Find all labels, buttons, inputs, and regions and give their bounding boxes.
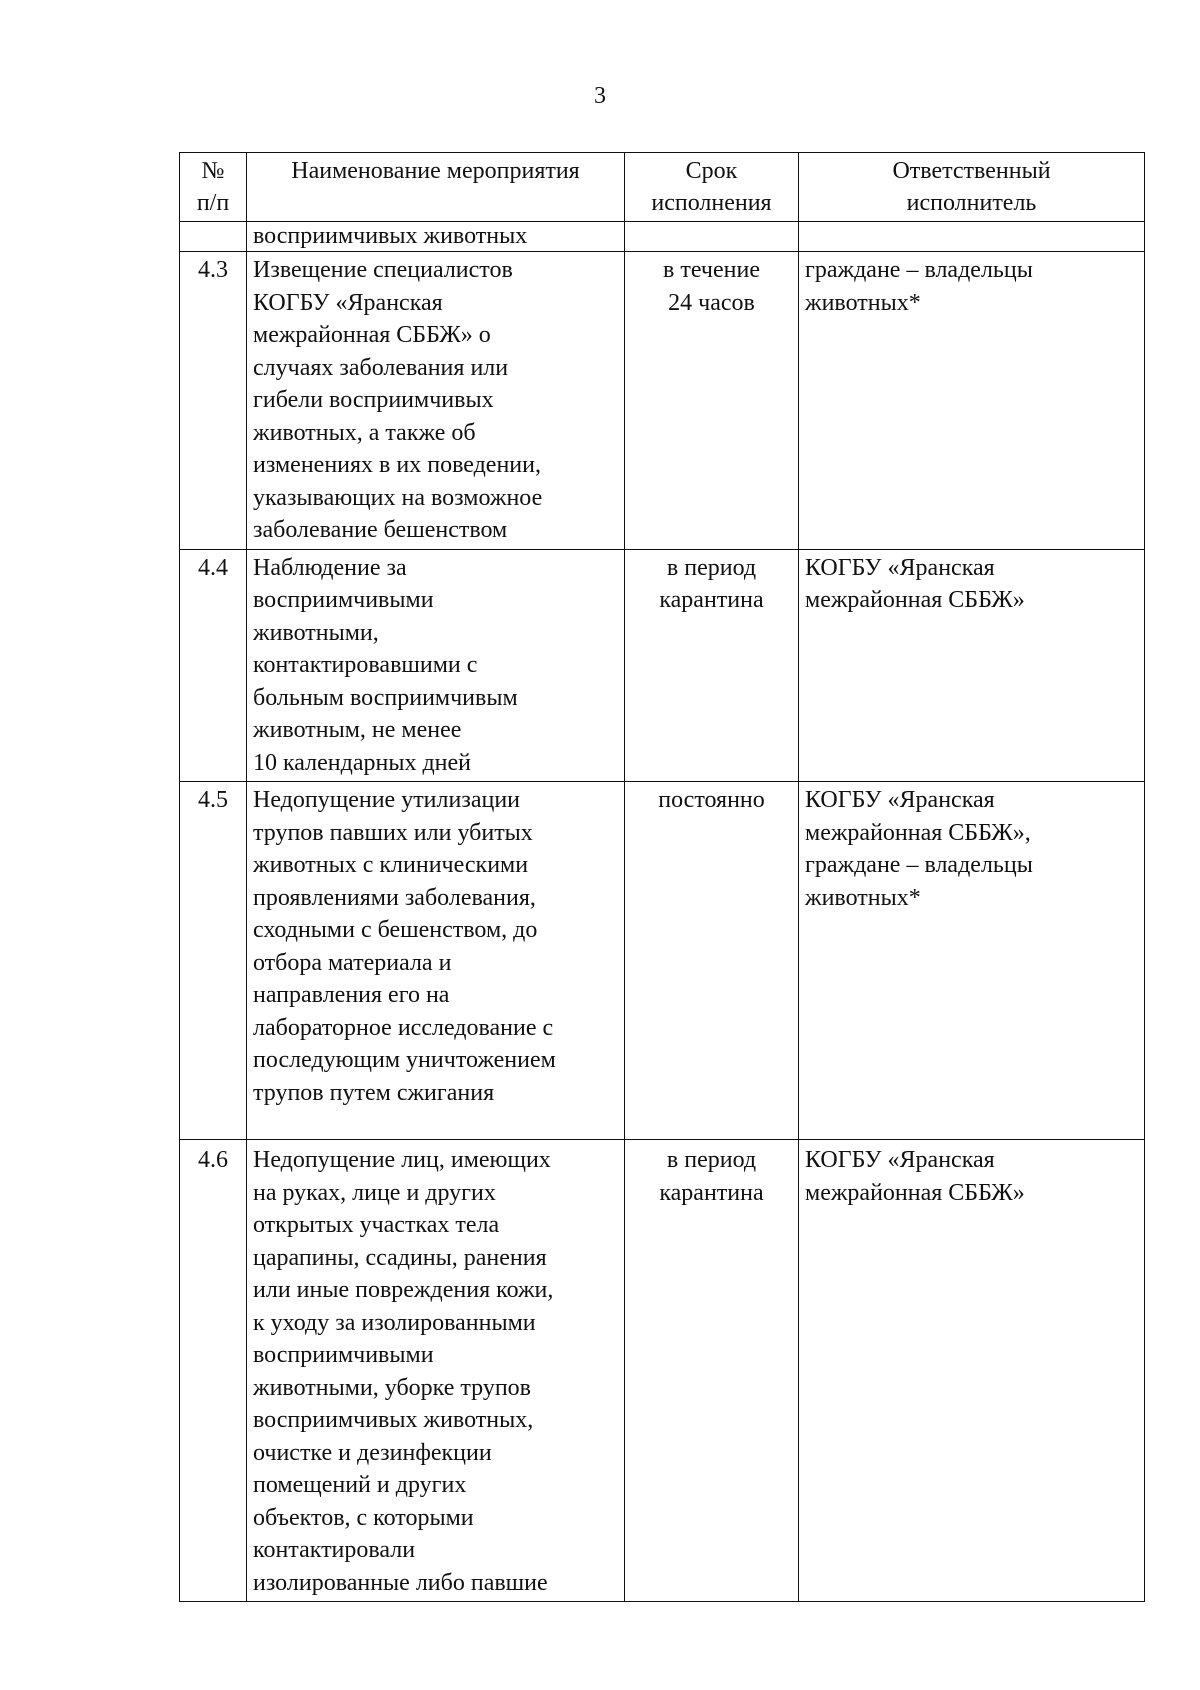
cell-text-line: на руках, лице и других (253, 1179, 496, 1206)
cell-text-line: контактировавшими с (253, 652, 478, 678)
header-resp-line: Ответственный (892, 158, 1051, 184)
header-num-line: № (201, 158, 225, 184)
cell-text-line: восприимчивых животных, (253, 1407, 534, 1433)
cell-term (625, 1140, 799, 1602)
cell-text-line: указывающих на возможное (253, 484, 543, 511)
cell-resp (799, 252, 1145, 550)
cell-term (625, 549, 799, 782)
cell-term (625, 252, 799, 550)
cell-text-line: 24 часов (668, 289, 755, 316)
cell-text-line: карантина (659, 1179, 764, 1206)
header-name-line: Наименование мероприятия (291, 158, 580, 184)
cell-term (625, 782, 799, 1140)
measures-table (179, 152, 1145, 1602)
cell-text-line: животных* (805, 884, 921, 911)
cell-text-line: восприимчивыми (253, 1342, 434, 1368)
cell-text-line: животными, (253, 619, 379, 646)
cell-text-line: КОГБУ «Яранская (805, 1147, 995, 1173)
cell-text-line: заболевание бешенством (253, 517, 508, 543)
cell-resp (799, 549, 1145, 782)
table-row (180, 782, 1145, 1140)
cell-text-line: в период (666, 554, 757, 581)
cell-name (247, 549, 625, 782)
cell-text-line: лабораторное исследование с (253, 1014, 554, 1041)
cell-text-line: к уходу за изолированными (253, 1309, 536, 1336)
cell-text-line: межрайонная СББЖ», (805, 819, 1031, 846)
cell-text-line: животных с клиническими (253, 852, 529, 878)
cell-text-line: в период (666, 1147, 757, 1173)
header-term-line: исполнения (651, 190, 772, 216)
cell-text-line: или иные повреждения кожи, (253, 1277, 554, 1303)
table-row (180, 252, 1145, 550)
cell-text-line: Извещение специалистов (253, 257, 513, 283)
cell-text-line: граждане – владельцы (805, 852, 1033, 878)
cell-resp (799, 1140, 1145, 1602)
cell-text-line: животных, а также об (253, 419, 476, 446)
cell-text-line: направления его на (253, 982, 450, 1008)
cell-text-line: объектов, с которыми (253, 1504, 474, 1531)
cell-text-line: помещений и других (253, 1472, 467, 1498)
cell-num: 4.3 (180, 252, 247, 550)
cell-text-line: царапины, ссадины, ранения (253, 1244, 547, 1271)
cell-text-line: проявлениями заболевания, (253, 884, 536, 911)
cell-text-line: Недопущение лиц, имеющих (253, 1147, 551, 1173)
cell-text-line: изолированные либо павшие (253, 1569, 548, 1596)
cell-text-line: межрайонная СББЖ» (805, 1179, 1025, 1206)
cell-text-line: Наблюдение за (253, 554, 407, 581)
cell-text-line: трупов павших или убитых (253, 819, 533, 846)
cell-text-line: сходными с бешенством, до (253, 917, 538, 943)
cell-text-line: животным, не менее (253, 717, 462, 743)
header-resp-line: исполнитель (906, 190, 1037, 216)
cell-text-line: изменениях в их поведении, (253, 452, 541, 478)
cell-text-line: восприимчивыми (253, 587, 434, 613)
header-term-line: Срок (685, 158, 738, 184)
cell-text-line: карантина (659, 587, 764, 613)
cell-text-line: отбора материала и (253, 949, 452, 976)
cell-text-line: очистке и дезинфекции (253, 1439, 492, 1466)
cell-text-line: в течение (663, 257, 760, 283)
cell-text-line: трупов путем сжигания (253, 1079, 495, 1106)
cell-name (247, 222, 625, 252)
cell-text-line: случаях заболевания или (253, 354, 509, 381)
cell-text-line: КОГБУ «Яранская (253, 289, 443, 316)
header-num-line: п/п (196, 190, 230, 216)
cell-text-line: КОГБУ «Яранская (805, 787, 995, 813)
cell-text-line: КОГБУ «Яранская (805, 554, 995, 581)
cell-num: 4.5 (180, 782, 247, 1140)
header-term (625, 153, 799, 222)
cell-resp (799, 782, 1145, 1140)
cell-text-line: граждане – владельцы (805, 257, 1033, 283)
cell-text-line: последующим уничтожением (253, 1047, 556, 1073)
cell-name (247, 782, 625, 1140)
cell-text-line: больным восприимчивым (253, 684, 518, 711)
table-row (180, 1140, 1145, 1602)
cell-text-line: Недопущение утилизации (253, 787, 521, 813)
cell-text-line: 10 календарных дней (253, 749, 472, 776)
table-row-continuation (180, 222, 1145, 252)
cell-text-line: животных* (805, 289, 921, 316)
header-name (247, 153, 625, 222)
cell-term (625, 222, 799, 252)
table-row (180, 549, 1145, 782)
cell-text-line: открытых участках тела (253, 1212, 500, 1238)
cell-num (180, 222, 247, 252)
header-num (180, 153, 247, 222)
cell-text-line: восприимчивых животных (253, 223, 528, 249)
page-number: 3 (594, 83, 606, 109)
cell-num: 4.4 (180, 549, 247, 782)
header-resp (799, 153, 1145, 222)
cell-num: 4.6 (180, 1140, 247, 1602)
cell-text-line: межрайонная СББЖ» о (253, 322, 491, 348)
cell-name (247, 252, 625, 550)
table-header-row (180, 153, 1145, 222)
cell-resp (799, 222, 1145, 252)
cell-text-line: контактировали (253, 1537, 416, 1563)
cell-text-line: межрайонная СББЖ» (805, 587, 1025, 613)
cell-name (247, 1140, 625, 1602)
cell-text-line: животными, уборке трупов (253, 1374, 532, 1401)
cell-text-line: постоянно (658, 787, 765, 813)
cell-text-line: гибели восприимчивых (253, 387, 494, 413)
